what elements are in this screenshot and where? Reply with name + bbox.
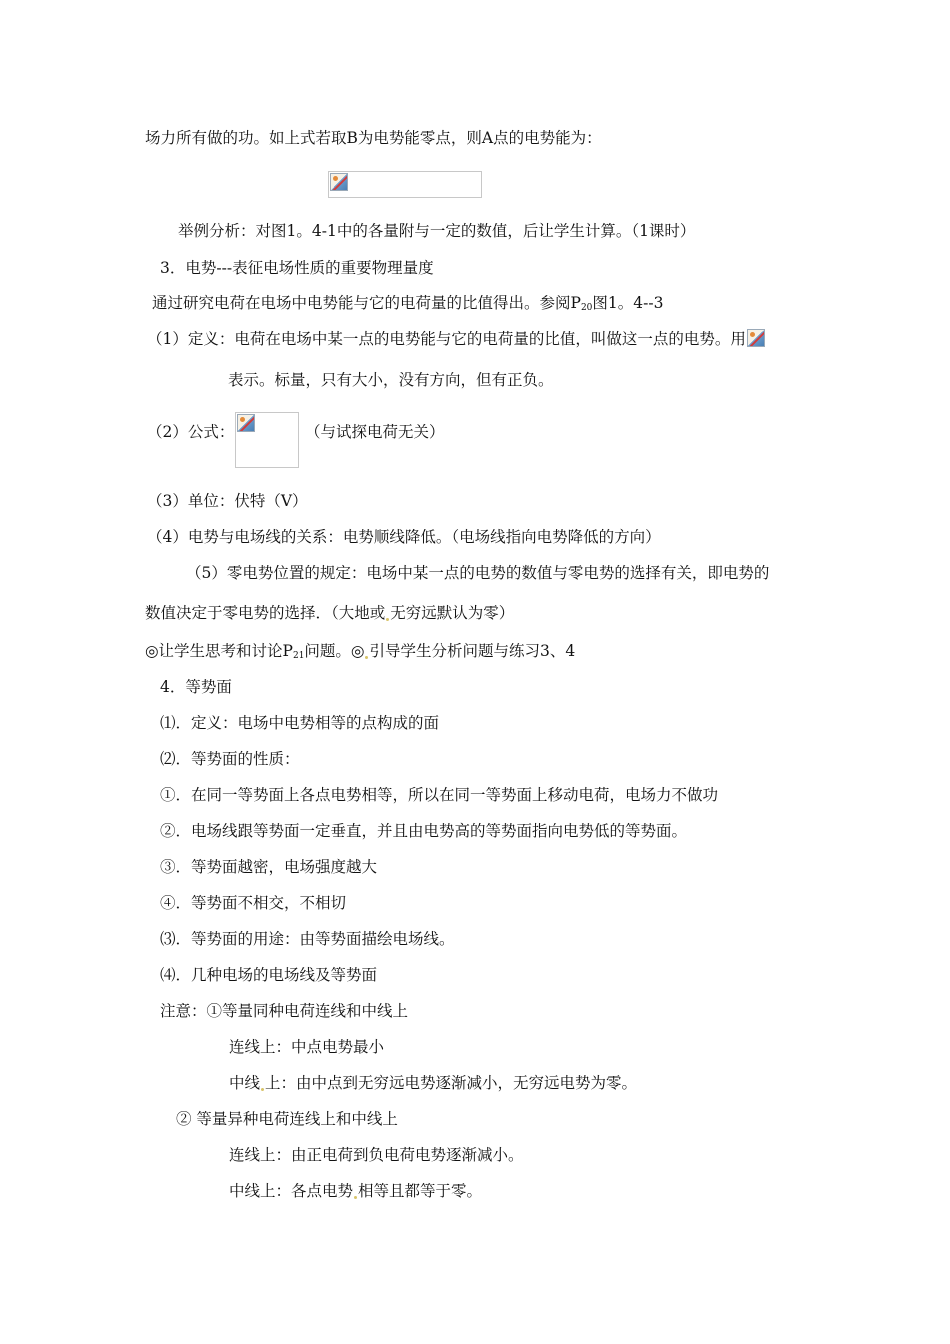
text-line: （4）电势与电场线的关系：电势顺线降低。（电场线指向电势降低的方向）	[147, 528, 661, 546]
text-line: 连线上：中点电势最小	[229, 1038, 385, 1056]
text-line: （1）定义：电荷在电场中某一点的电势能与它的电荷量的比值，叫做这一点的电势。用	[147, 328, 766, 349]
text-line: （2）公式：	[147, 423, 235, 441]
edit-mark	[261, 1088, 264, 1091]
text-line: 表示。标量，只有大小，没有方向，但有正负。	[228, 371, 554, 389]
text-line: 通过研究电荷在电场中电势能与它的电荷量的比值得出。参阅$P_{20}$图1。4--3	[152, 294, 664, 313]
text-line: ⑴．定义：电场中电势相等的点构成的面	[160, 714, 440, 732]
text-line: ⑶．等势面的用途：由等势面描绘电场线。	[160, 930, 455, 948]
broken-image-icon	[747, 329, 765, 347]
list-item: ④．等势面不相交，不相切	[160, 894, 347, 912]
text-line: 数值决定于零电势的选择．（大地或 无穷远默认为零）	[145, 604, 515, 622]
text-line: 连线上：由正电荷到负电荷电势逐渐减小。	[229, 1146, 524, 1164]
text-line: ⑷．几种电场的电场线及等势面	[160, 966, 378, 984]
broken-image-icon	[330, 173, 348, 191]
list-item: ①．在同一等势面上各点电势相等，所以在同一等势面上移动电荷，电场力不做功	[160, 786, 719, 804]
list-item: ②．电场线跟等势面一定垂直，并且由电势高的等势面指向电势低的等势面。	[160, 822, 688, 840]
text-line: （5）零电势位置的规定：电场中某一点的电势的数值与零电势的选择有关，即电势的	[186, 564, 770, 582]
text-line: ② 等量异种电荷连线上和中线上	[176, 1110, 398, 1128]
text-line: ⑵．等势面的性质：	[160, 750, 300, 768]
text-line: 中线 上：由中点到无穷远电势逐渐减小，无穷远电势为零。	[229, 1074, 638, 1092]
formula-image-placeholder	[235, 412, 299, 468]
broken-image-icon	[237, 414, 255, 432]
text-line: 中线上：各点电势 相等且都等于零。	[229, 1182, 483, 1200]
formula-image-placeholder	[328, 171, 482, 198]
edit-mark	[365, 656, 368, 659]
section-heading: 4．等势面	[160, 678, 232, 696]
edit-mark	[386, 618, 389, 621]
text-line: 场力所有做的功。如上式若取B为电势能零点，则A点的电势能为：	[145, 129, 602, 147]
text-line: 注意：①等量同种电荷连线和中线上	[160, 1002, 409, 1020]
text-line: （3）单位：伏特（V）	[147, 492, 308, 510]
edit-mark	[354, 1196, 357, 1199]
text-line: 举例分析：对图1。4-1中的各量附与一定的数值，后让学生计算。（1课时）	[178, 222, 696, 240]
list-item: ③．等势面越密，电场强度越大	[160, 858, 378, 876]
symbol-image-placeholder	[746, 328, 766, 348]
section-heading: 3．电势---表征电场性质的重要物理量度	[160, 259, 434, 277]
text-line: （与试探电荷无关）	[305, 423, 445, 441]
text-line: ◎让学生思考和讨论$P_{21}$问题。◎ 引导学生分析问题与练习3、4	[145, 642, 576, 661]
